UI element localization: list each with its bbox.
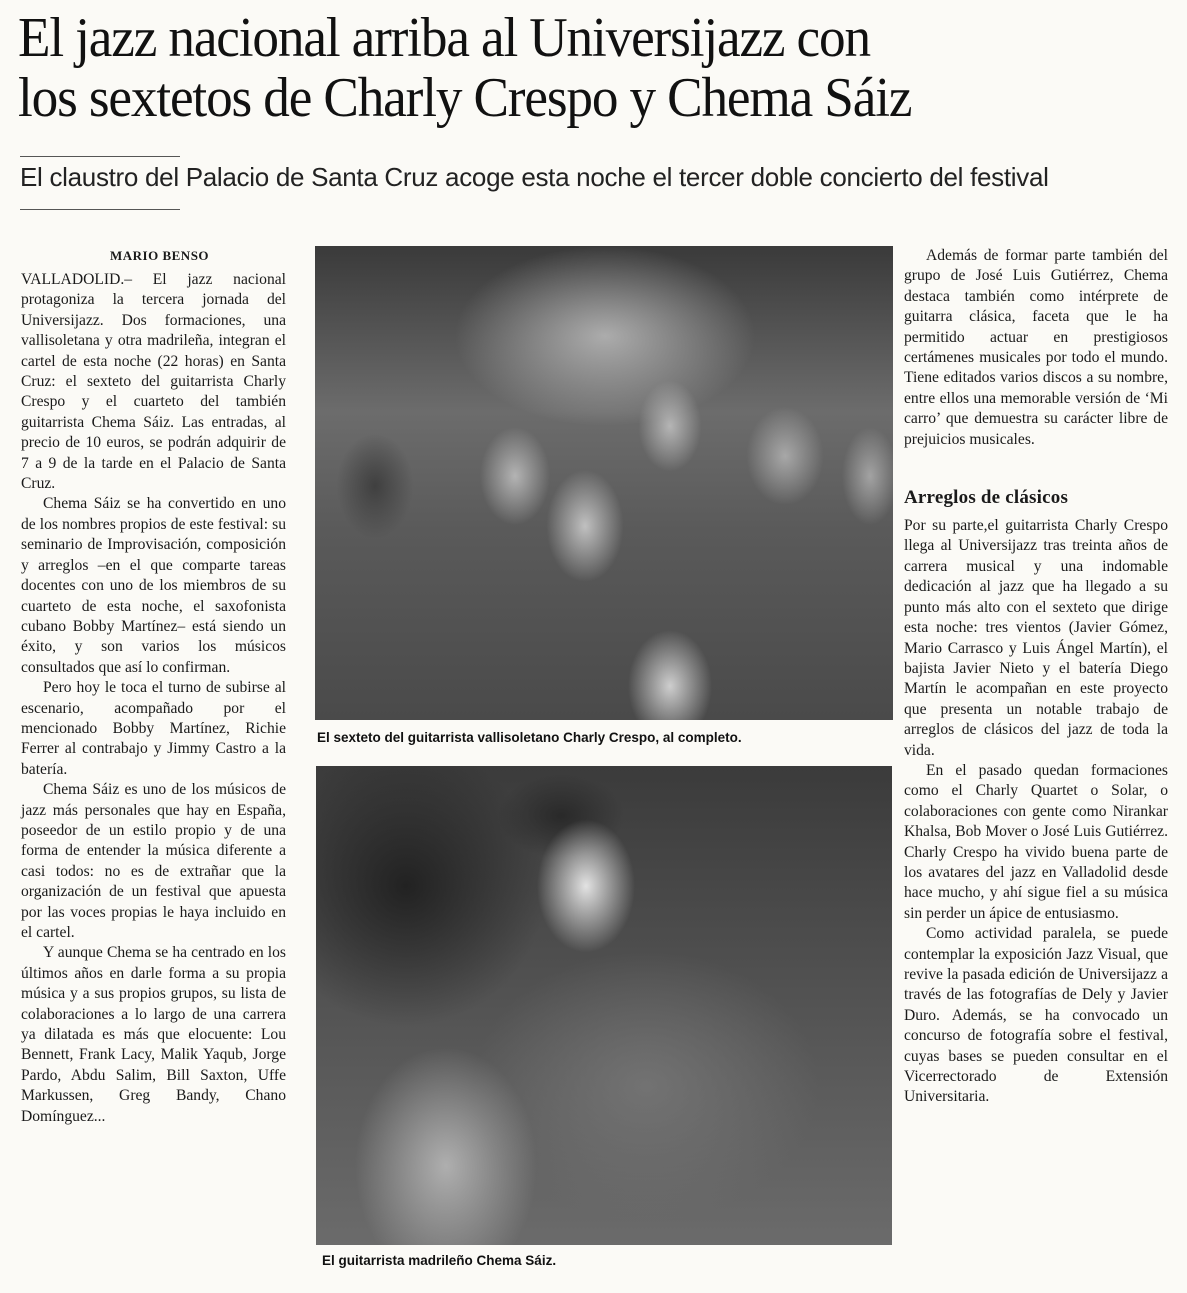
right-paragraph-3: En el pasado quedan formaciones como el Charly Quartet o Solar, o colaboraciones con gente como Nirankar Khalsa, Bob Mover o José Luis Gutiérrez. Charly Crespo ha vivido buena parte de los avatares del jazz en Valladolid desde hace mucho, y ahí sigue fiel a su música sin perder un ápice de entusiasmo. bbox=[904, 761, 1168, 922]
headline bbox=[18, 8, 1120, 128]
paragraph-4: Chema Sáiz es uno de los músicos de jazz más personales que hay en España, poseedor de un estilo propio y de una forma de entender la música diferente a casi todos: no es de extrañar que la organización de un festival que apuesta por las voces propias le haya incluido en el cartel. bbox=[21, 781, 286, 941]
photo-guitarist bbox=[316, 766, 892, 1245]
left-column bbox=[21, 270, 286, 1127]
right-paragraph-4: Como actividad paralela, se puede contemplar la exposición Jazz Visual, que revive la pasada edición de Universijazz a través de las fotografías de Dely y Javier Duro. Además, se ha convocado un concurso de fotografía sobre el festival, cuyas bases se pueden consultar en el Vicerrectorado de Extensión Universitaria. bbox=[904, 925, 1168, 1106]
rule-bottom bbox=[20, 209, 180, 210]
photo-sextet bbox=[315, 246, 893, 720]
paragraph-2: Chema Sáiz se ha convertido en uno de los nombres propios de este festival: su seminario de Improvisación, composición y arreglos –en el que comparte tareas docentes con uno de los miembros de su cuarteto de esta noche, el saxofonista cubano Bobby Martínez– está siendo un éxito, y son varios los músicos consultados que así lo confirman. bbox=[21, 495, 286, 676]
right-paragraph-1: Además de formar parte también del grupo de José Luis Gutiérrez, Chema destaca también como intérprete de guitarra clásica, faceta que le ha permitido actuar en prestigiosos certámenes musicales por todo el mundo. Tiene editados varios discos a su nombre, entre ellos una memorable versión de ‘Mi carro’ que demuestra su carácter libre de prejuicios musicales. bbox=[904, 247, 1168, 448]
headline-line-2: los sextetos de Charly Crespo y Chema Sáiz bbox=[18, 67, 912, 129]
photo-sextet-caption: El sexteto del guitarrista vallisoletano Charly Crespo, al completo. bbox=[317, 730, 742, 745]
rule-top bbox=[20, 156, 180, 157]
dateline: VALLADOLID.– bbox=[21, 271, 133, 288]
section-heading: Arreglos de clásicos bbox=[904, 487, 1069, 509]
right-column bbox=[904, 246, 1168, 1108]
byline: MARIO BENSO bbox=[110, 248, 210, 263]
paragraph-1 bbox=[21, 270, 286, 494]
paragraph-1-text: El jazz nacional protagoniza la tercera jornada del Universijazz. Dos formaciones, una vallisoletana y otra madrileña, integran el cartel de esta noche (22 horas) en Santa Cruz: el sexteto del guitarrista Charly Crespo y el cuarteto del también guitarrista Chema Sáiz. Las entradas, al precio de 10 euros, se podrán adquirir de 7 a 9 de la tarde en el Palacio de Santa Cruz. bbox=[21, 271, 286, 493]
subhead: El claustro del Palacio de Santa Cruz acoge esta noche el tercer doble concierto del festival bbox=[20, 162, 1049, 192]
photo-guitarist-caption: El guitarrista madrileño Chema Sáiz. bbox=[322, 1253, 557, 1268]
paragraph-3: Pero hoy le toca el turno de subirse al escenario, acompañado por el mencionado Bobby Martínez, Richie Ferrer al contrabajo y Jimmy Castro a la batería. bbox=[21, 679, 286, 778]
right-paragraph-2: Por su parte,el guitarrista Charly Crespo llega al Universijazz tras treinta años de carrera musical y una indomable dedicación al jazz que ha llegado a su punto más alto con el sexteto que dirige esta noche: tres vientos (Javier Gómez, Mario Carrasco y Luis Ángel Martín), el bajista Javier Nieto y el batería Diego Martín le acompañan en este proyecto que presenta un notable trabajo de arreglos de clásicos del jazz de toda la vida. bbox=[904, 517, 1168, 759]
headline-line-1: El jazz nacional arriba al Universijazz con bbox=[18, 7, 870, 69]
paragraph-5: Y aunque Chema se ha centrado en los últimos años en darle forma a su propia música y a sus propios grupos, su lista de colaboraciones a lo largo de una carrera ya dilatada es más que elocuente: Lou Bennett, Frank Lacy, Malik Yaqub, Jorge Pardo, Abdu Salim, Bill Saxton, Uffe Markussen, Greg Bandy, Chano Domínguez... bbox=[21, 944, 286, 1125]
